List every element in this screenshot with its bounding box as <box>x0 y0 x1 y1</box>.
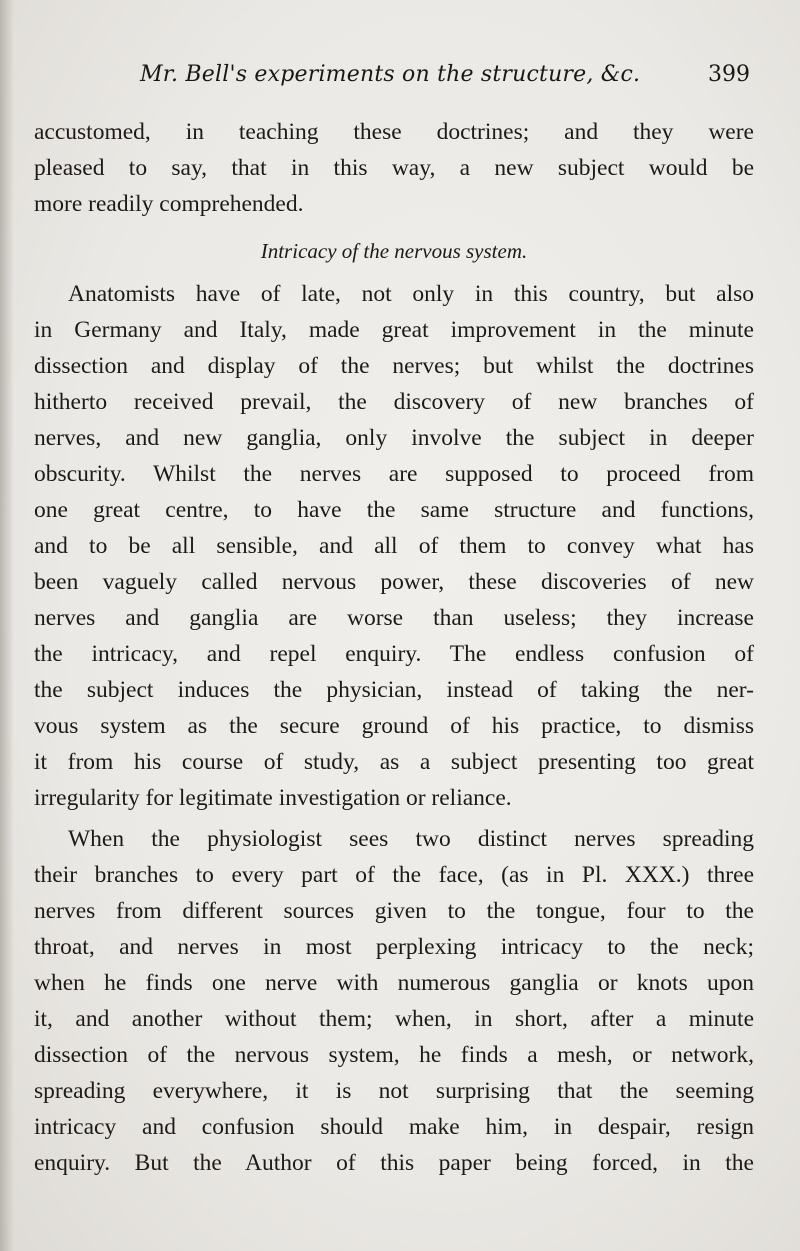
text-line: vous system as the secure ground of his practice, to dismiss <box>34 713 754 739</box>
text-line: more readily comprehended. <box>34 191 304 217</box>
text-line: irregularity for legitimate investigation or reliance. <box>34 785 512 811</box>
text-line: when he finds one nerve with numerous ganglia or knots upon <box>34 970 754 996</box>
text-line: the subject induces the physician, instead of taking the ner- <box>34 677 754 703</box>
text-line: their branches to every part of the face, (as in Pl. XXX.) three <box>34 862 754 888</box>
text-line: spreading everywhere, it is not surprising that the seeming <box>34 1078 754 1104</box>
paragraph-continued <box>34 114 754 222</box>
page-number: 399 <box>708 62 750 87</box>
text-line: intricacy and confusion should make him, in despair, resign <box>34 1114 754 1140</box>
text-line: accustomed, in teaching these doctrines; and they were <box>34 119 754 145</box>
text-line: and to be all sensible, and all of them to convey what has <box>34 533 754 559</box>
text-line: been vaguely called nervous power, these discoveries of new <box>34 569 754 595</box>
text-line: nerves, and new ganglia, only involve the subject in deeper <box>34 425 754 451</box>
body-text <box>34 114 754 1181</box>
paragraph-anatomists <box>34 276 754 816</box>
text-line: the intricacy, and repel enquiry. The endless confusion of <box>34 641 754 667</box>
spine-shadow <box>0 0 14 1251</box>
text-line: it, and another without them; when, in short, after a minute <box>34 1006 754 1032</box>
running-head: Mr. Bell's experiments on the structure, &c. <box>140 62 641 87</box>
page-header <box>0 62 800 102</box>
text-line: nerves and ganglia are worse than useless; they increase <box>34 605 754 631</box>
text-line: throat, and nerves in most perplexing intricacy to the neck; <box>34 934 754 960</box>
text-line: obscurity. Whilst the nerves are supposed to proceed from <box>34 461 754 487</box>
section-heading: Intricacy of the nervous system. <box>260 239 528 263</box>
text-line: in Germany and Italy, made great improvement in the minute <box>34 317 754 343</box>
text-line: nerves from different sources given to the tongue, four to the <box>34 898 754 924</box>
text-line: dissection and display of the nerves; but whilst the doctrines <box>34 353 754 379</box>
text-line: enquiry. But the Author of this paper being forced, in the <box>34 1150 754 1176</box>
text-line: it from his course of study, as a subject presenting too great <box>34 749 754 775</box>
text-line: dissection of the nervous system, he finds a mesh, or network, <box>34 1042 754 1068</box>
text-line: one great centre, to have the same structure and functions, <box>34 497 754 523</box>
text-line: hitherto received prevail, the discovery of new branches of <box>34 389 754 415</box>
text-line: pleased to say, that in this way, a new subject would be <box>34 155 754 181</box>
text-line: Anatomists have of late, not only in this country, but also <box>68 281 754 307</box>
text-line: When the physiologist sees two distinct nerves spreading <box>68 826 754 852</box>
paragraph-physiologist <box>34 821 754 1181</box>
